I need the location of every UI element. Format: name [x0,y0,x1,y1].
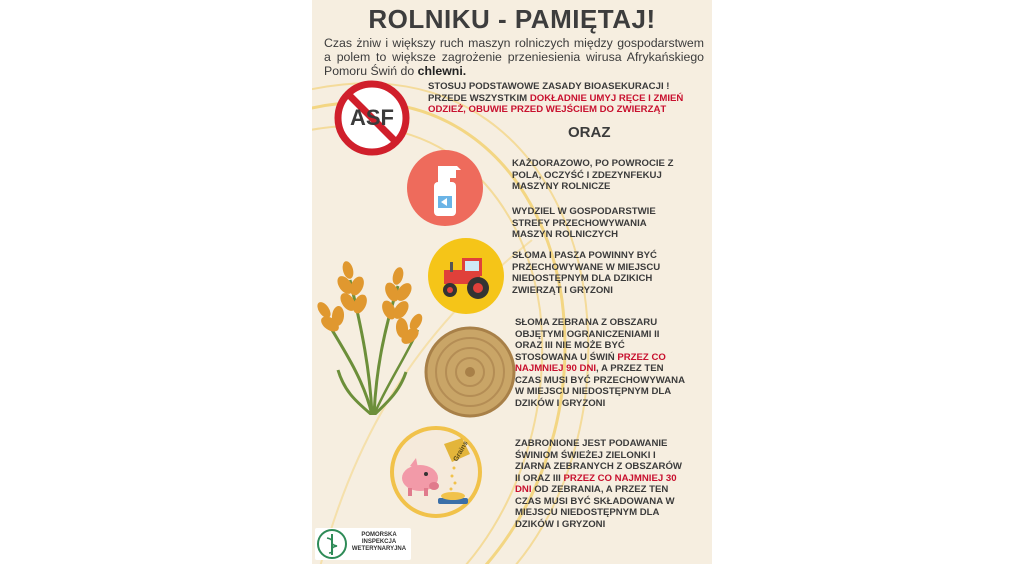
rule-storage-zones: WYDZIEL W GOSPODARSTWIE STREFY PRZECHOWYWANIA MASZYN ROLNICZYCH [512,206,656,240]
rule6-text-end: OD ZEBRANIA, A PRZEZ TEN CZAS MUSI BYĆ SKŁADOWANA W MIEJSCU NIEDOSTĘPNYM DLA DZIKÓW I GRYZONI [515,484,675,530]
rule-bioasecurity [428,81,690,116]
asf-label: ASF [350,105,394,130]
no-asf-icon [332,78,412,158]
pig-feeding-icon [390,426,482,518]
tractor-icon [428,238,504,314]
rule-straw-feed-storage: SŁOMA I PASZA POWINNY BYĆ PRZECHOWYWANE W MIEJSCU NIEDOSTĘPNYM DLA DZIKICH ZWIERZĄT I GRYZONI [512,250,661,296]
rule5-text-end: , A PRZEZ TEN CZAS MUSI BYĆ PRZECHOWYWANA W MIEJSCU NIEDOSTĘPNYM DLA DZIKÓW I GRYZONI [515,363,685,409]
oraz-heading: ORAZ [568,124,611,141]
rule5-highlight: PRZEZ CO NAJMNIEJ 90 DNI [515,351,666,374]
veterinary-logo [315,528,411,560]
rule1-highlight: DOKŁADNIE UMYJ RĘCE I ZMIEŃ ODZIEŻ, OBUWIE PRZED WEJŚCIEM DO ZWIERZĄT [428,92,684,115]
rule-straw-restricted-areas [515,317,687,409]
rule-disinfect-machines: KAŻDORAZOWO, PO POWROCIE Z POLA, OCZYŚĆ I ZDEZYNFEKUJ MASZYNY ROLNICZE [512,158,674,192]
rule-fresh-green-fodder [515,438,687,530]
rule5-text: SŁOMA ZEBRANA Z OBSZARU OBJĘTYMI OGRANICZENIAMI II ORAZ III NIE MOŻE BYĆ STOSOWANA U ŚWIŃ [515,317,660,363]
intro-text: Czas żniw i większy ruch maszyn rolniczych między gospodarstwem a polem to większe zagrożenie przeniesienia wirusa Afrykańskiego Pomoru Świń do [324,36,704,78]
wheat-icon [314,250,424,415]
logo-text: POMORSKA INSPEKCJA WETERYNARYJNA [351,532,407,552]
caduceus-icon [316,528,348,560]
intro-paragraph [324,36,704,78]
grain-bag-label: Grains [452,440,470,463]
poster-title: ROLNIKU - PAMIĘTAJ! [368,4,656,34]
rule6-text: ZABRONIONE JEST PODAWANIE ŚWINIOM ŚWIEŻEJ ZIELONKI I ZIARNA ZEBRANYCH Z OBSZARÓW II ORAZ III [515,438,682,484]
rule6-highlight: PRZEZ CO NAJMNIEJ 30 DNI [515,472,677,495]
intro-bold: chlewni. [417,64,467,78]
disinfectant-spray-icon [407,150,483,226]
poster [312,0,712,564]
rule1-text: STOSUJ PODSTAWOWE ZASADY BIOASEKURACJI ! PRZEDE WSZYSTKIM [428,81,670,104]
hay-bale-icon [424,326,516,418]
